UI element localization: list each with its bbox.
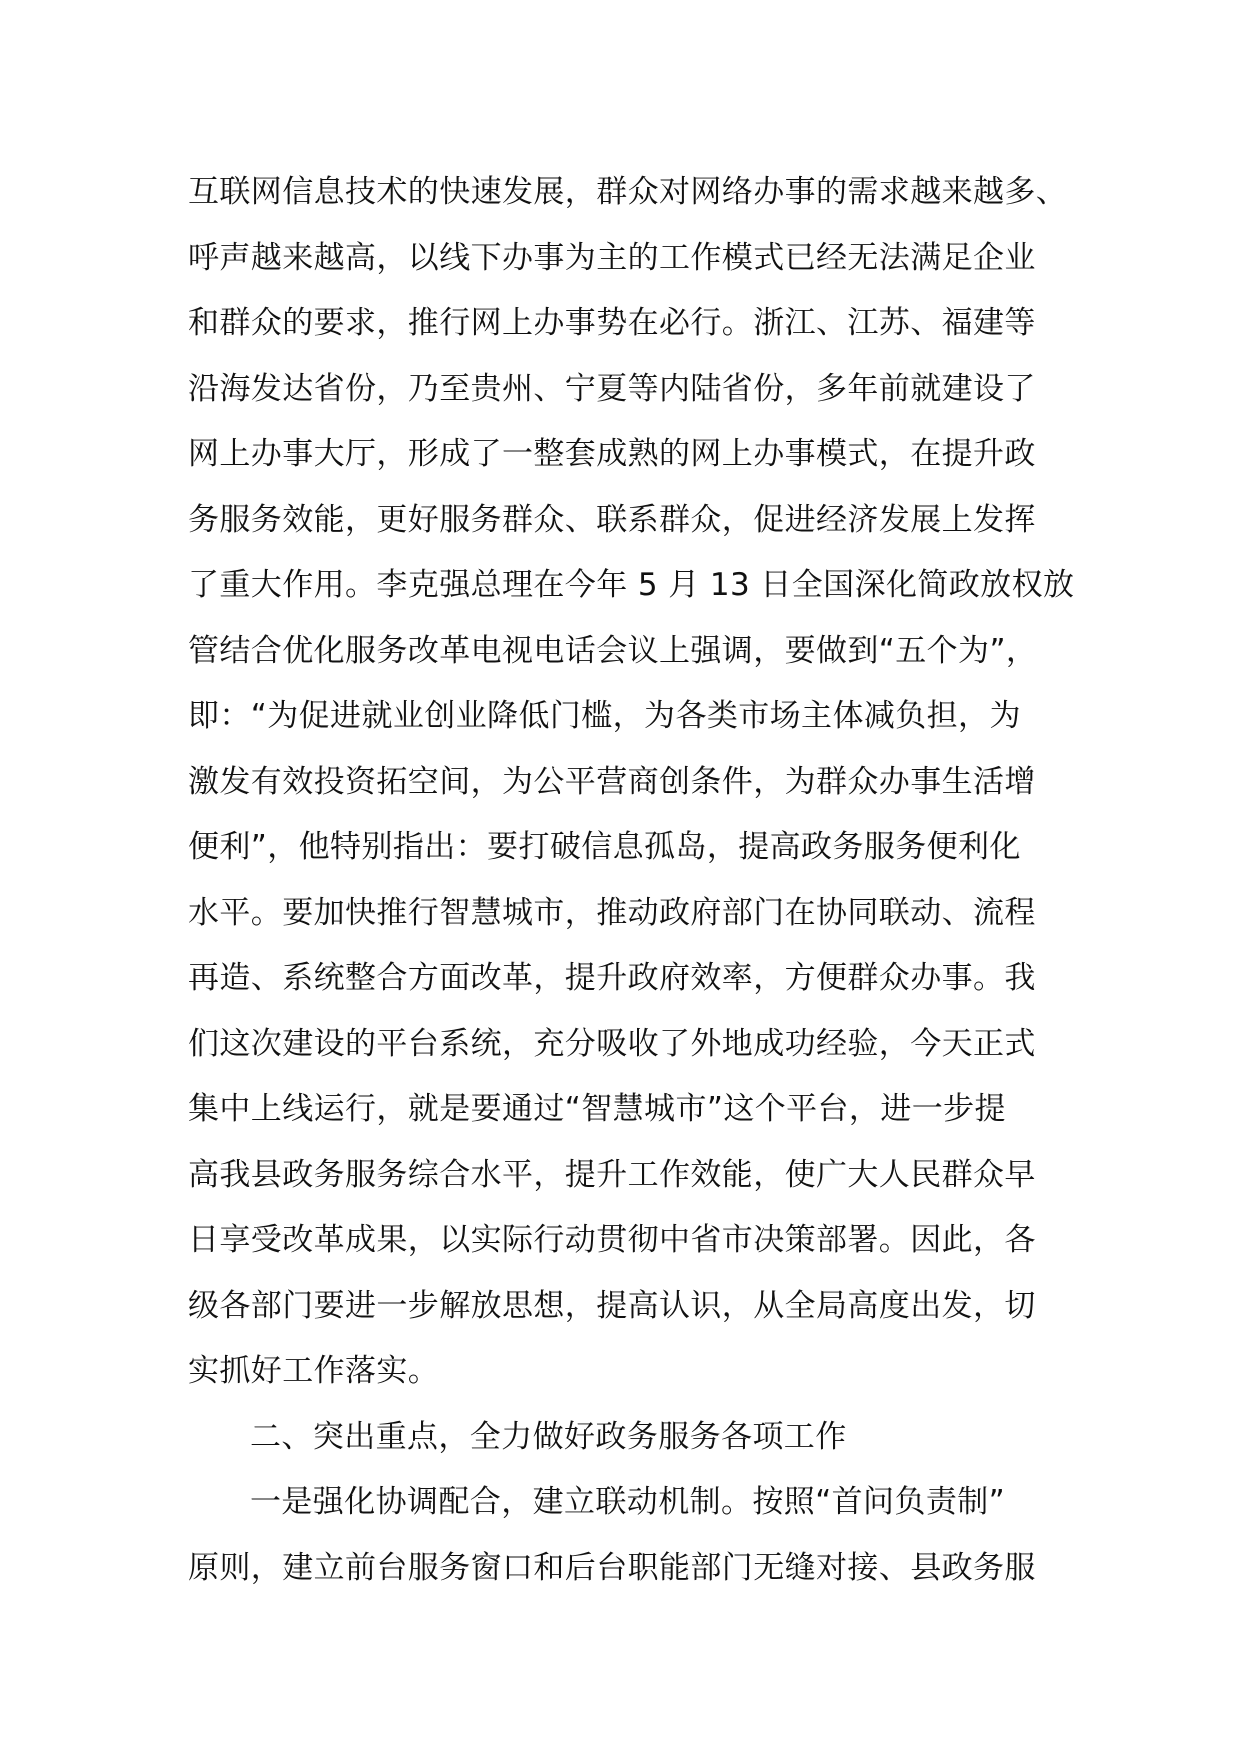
text-line: 再造、系统整合方面改革，提升政府效率，方便群众办事。我 bbox=[188, 960, 1036, 996]
text-line: 网上办事大厅，形成了一整套成熟的网上办事模式，在提升政 bbox=[188, 436, 1036, 472]
text-line: 实抓好工作落实。 bbox=[188, 1353, 440, 1389]
text-line: 水平。要加快推行智慧城市，推动政府部门在协同联动、流程 bbox=[188, 894, 1036, 931]
text-line: 和群众的要求，推行网上办事势在必行。浙江、江苏、福建等 bbox=[188, 305, 1036, 341]
text-line: 了重大作用。李克强总理在今年 5 月 13 日全国深化简政放权放 bbox=[188, 567, 1075, 603]
text-line: 一是强化协调配合，建立联动机制。按照“首问负责制” bbox=[250, 1484, 1006, 1520]
text-line: 级各部门要进一步解放思想，提高认识，从全局高度出发，切 bbox=[188, 1287, 1036, 1324]
text-line: 务服务效能，更好服务群众、联系群众，促进经济发展上发挥 bbox=[188, 501, 1036, 538]
text-line: 便利”，他特别指出：要打破信息孤岛，提高政务服务便利化 bbox=[188, 829, 1021, 865]
text-line: 们这次建设的平台系统，充分吸收了外地成功经验，今天正式 bbox=[188, 1025, 1036, 1062]
text-line: 集中上线运行，就是要通过“智慧城市”这个平台，进一步提 bbox=[188, 1091, 1006, 1127]
text-line: 呼声越来越高，以线下办事为主的工作模式已经无法满足企业 bbox=[188, 239, 1036, 276]
text-line: 日享受改革成果，以实际行动贯彻中省市决策部署。因此，各 bbox=[188, 1222, 1036, 1258]
text-line: 激发有效投资拓空间，为公平营商创条件，为群众办事生活增 bbox=[188, 763, 1036, 800]
text-line: 互联网信息技术的快速发展，群众对网络办事的需求越来越多、 bbox=[188, 174, 1068, 210]
text-line: 高我县政务服务综合水平，提升工作效能，使广大人民群众早 bbox=[188, 1156, 1036, 1193]
text-line: 二、突出重点，全力做好政务服务各项工作 bbox=[250, 1418, 847, 1455]
document-body bbox=[188, 160, 1075, 1601]
text-line: 沿海发达省份，乃至贵州、宁夏等内陆省份，多年前就建设了 bbox=[188, 370, 1036, 407]
text-line: 管结合优化服务改革电视电话会议上强调，要做到“五个为”， bbox=[188, 632, 1038, 669]
text-line: 即：“为促进就业创业降低门槛，为各类市场主体减负担，为 bbox=[188, 698, 1021, 734]
text-line: 原则，建立前台服务窗口和后台职能部门无缝对接、县政务服 bbox=[188, 1549, 1036, 1586]
